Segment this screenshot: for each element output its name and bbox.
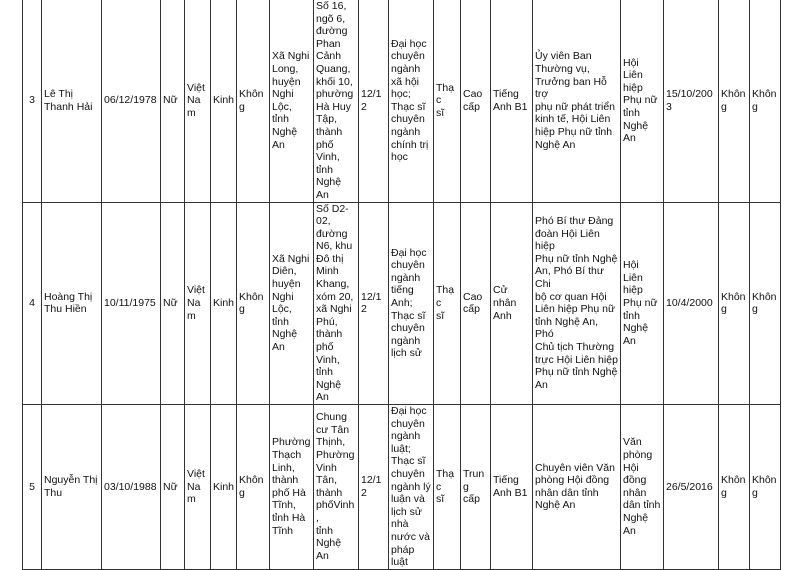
table-row [23, 405, 781, 570]
council-history-cell: Không [750, 0, 781, 202]
stt-cell: 4 [23, 202, 42, 405]
position-cell: Ủy viên Ban Thường vụ, Trưởng ban Hỗ trợ phụ nữ phát triển kinh tế, Hội Liên hiệp Phụ nữ tỉnh Nghệ An [533, 0, 621, 202]
degree-cell: Thạc sĩ [434, 405, 461, 570]
workplace-cell: Hội Liên hiệp Phụ nữ tỉnh Nghệ An [621, 0, 664, 202]
general-education-cell: 12/12 [359, 202, 389, 405]
language-cell: Cử nhân Anh [491, 202, 533, 405]
party-date-cell: 10/4/2000 [664, 202, 719, 405]
residence-cell: Số D2- 02, đường N6, khu Đô thị Minh Khang, xóm 20, xã Nghi Phú, thành phố Vinh, tỉnh Nghệ An [314, 202, 359, 405]
nationality-cell: Việt Nam [185, 405, 211, 570]
table-row [23, 0, 781, 202]
political-theory-cell: Trung cấp [461, 405, 491, 570]
general-education-cell: 12/12 [359, 0, 389, 202]
gender-cell: Nữ [161, 202, 185, 405]
hometown-cell: Phường Thạch Linh, thành phố Hà Tĩnh, tỉnh Hà Tĩnh [270, 405, 314, 570]
residence-cell: Chung cư Tân Thịnh, Phường Vinh Tân, thành phốVinh, tỉnh Nghệ An [314, 405, 359, 570]
candidate-table-page [22, 0, 780, 569]
degree-cell: Thạc sĩ [434, 202, 461, 405]
delegate-history-cell: Không [719, 202, 750, 405]
stt-cell: 3 [23, 0, 42, 202]
hometown-cell: Xã Nghi Diên, huyện Nghi Lộc, tỉnh Nghệ An [270, 202, 314, 405]
dob-cell: 10/11/1975 [102, 202, 161, 405]
position-cell: Phó Bí thư Đảng đoàn Hội Liên hiệp Phụ nữ tỉnh Nghệ An, Phó Bí thư Chi bộ cơ quan Hội Liên hiệp Phụ nữ tỉnh Nghệ An, Phó Chủ tịch Thường trực Hội Liên hiệp Phụ nữ tỉnh Nghệ An [533, 202, 621, 405]
language-cell: Tiếng Anh B1 [491, 0, 533, 202]
gender-cell: Nữ [161, 405, 185, 570]
ethnicity-cell: Kinh [211, 405, 237, 570]
council-history-cell: Không [750, 202, 781, 405]
specialty-cell: Đại học chuyên ngành tiếng Anh; Thạc sĩ chuyên ngành lịch sử [389, 202, 434, 405]
table-row [23, 202, 781, 405]
candidate-table [22, 0, 781, 570]
party-date-cell: 26/5/2016 [664, 405, 719, 570]
religion-cell: Không [237, 0, 270, 202]
religion-cell: Không [237, 202, 270, 405]
ethnicity-cell: Kinh [211, 202, 237, 405]
nationality-cell: Việt Nam [185, 0, 211, 202]
dob-cell: 03/10/1988 [102, 405, 161, 570]
language-cell: Tiếng Anh B1 [491, 405, 533, 570]
gender-cell: Nữ [161, 0, 185, 202]
workplace-cell: Văn phòng Hội đồng nhân dân tỉnh Nghệ An [621, 405, 664, 570]
dob-cell: 06/12/1978 [102, 0, 161, 202]
degree-cell: Thạc sĩ [434, 0, 461, 202]
delegate-history-cell: Không [719, 405, 750, 570]
position-cell: Chuyên viên Văn phòng Hội đồng nhân dân tỉnh Nghệ An [533, 405, 621, 570]
name-cell: Nguyễn Thị Thu [42, 405, 102, 570]
ethnicity-cell: Kinh [211, 0, 237, 202]
name-cell: Hoàng Thị Thu Hiền [42, 202, 102, 405]
council-history-cell: Không [750, 405, 781, 570]
specialty-cell: Đại học chuyên ngành luật; Thạc sĩ chuyên ngành lý luận và lịch sử nhà nước và pháp luật [389, 405, 434, 570]
nationality-cell: Việt Nam [185, 202, 211, 405]
stt-cell: 5 [23, 405, 42, 570]
religion-cell: Không [237, 405, 270, 570]
name-cell: Lê Thị Thanh Hải [42, 0, 102, 202]
specialty-cell: Đại học chuyên ngành xã hội học; Thạc sĩ chuyên ngành chính trị học [389, 0, 434, 202]
delegate-history-cell: Không [719, 0, 750, 202]
political-theory-cell: Cao cấp [461, 202, 491, 405]
party-date-cell: 15/10/2003 [664, 0, 719, 202]
workplace-cell: Hội Liên hiệp Phụ nữ tỉnh Nghệ An [621, 202, 664, 405]
political-theory-cell: Cao cấp [461, 0, 491, 202]
hometown-cell: Xã Nghi Long, huyện Nghi Lộc, tỉnh Nghệ An [270, 0, 314, 202]
residence-cell: Số 16, ngõ 6, đường Phan Cảnh Quang, khối 10, phường Hà Huy Tập, thành phố Vinh, tỉnh Nghệ An [314, 0, 359, 202]
general-education-cell: 12/12 [359, 405, 389, 570]
